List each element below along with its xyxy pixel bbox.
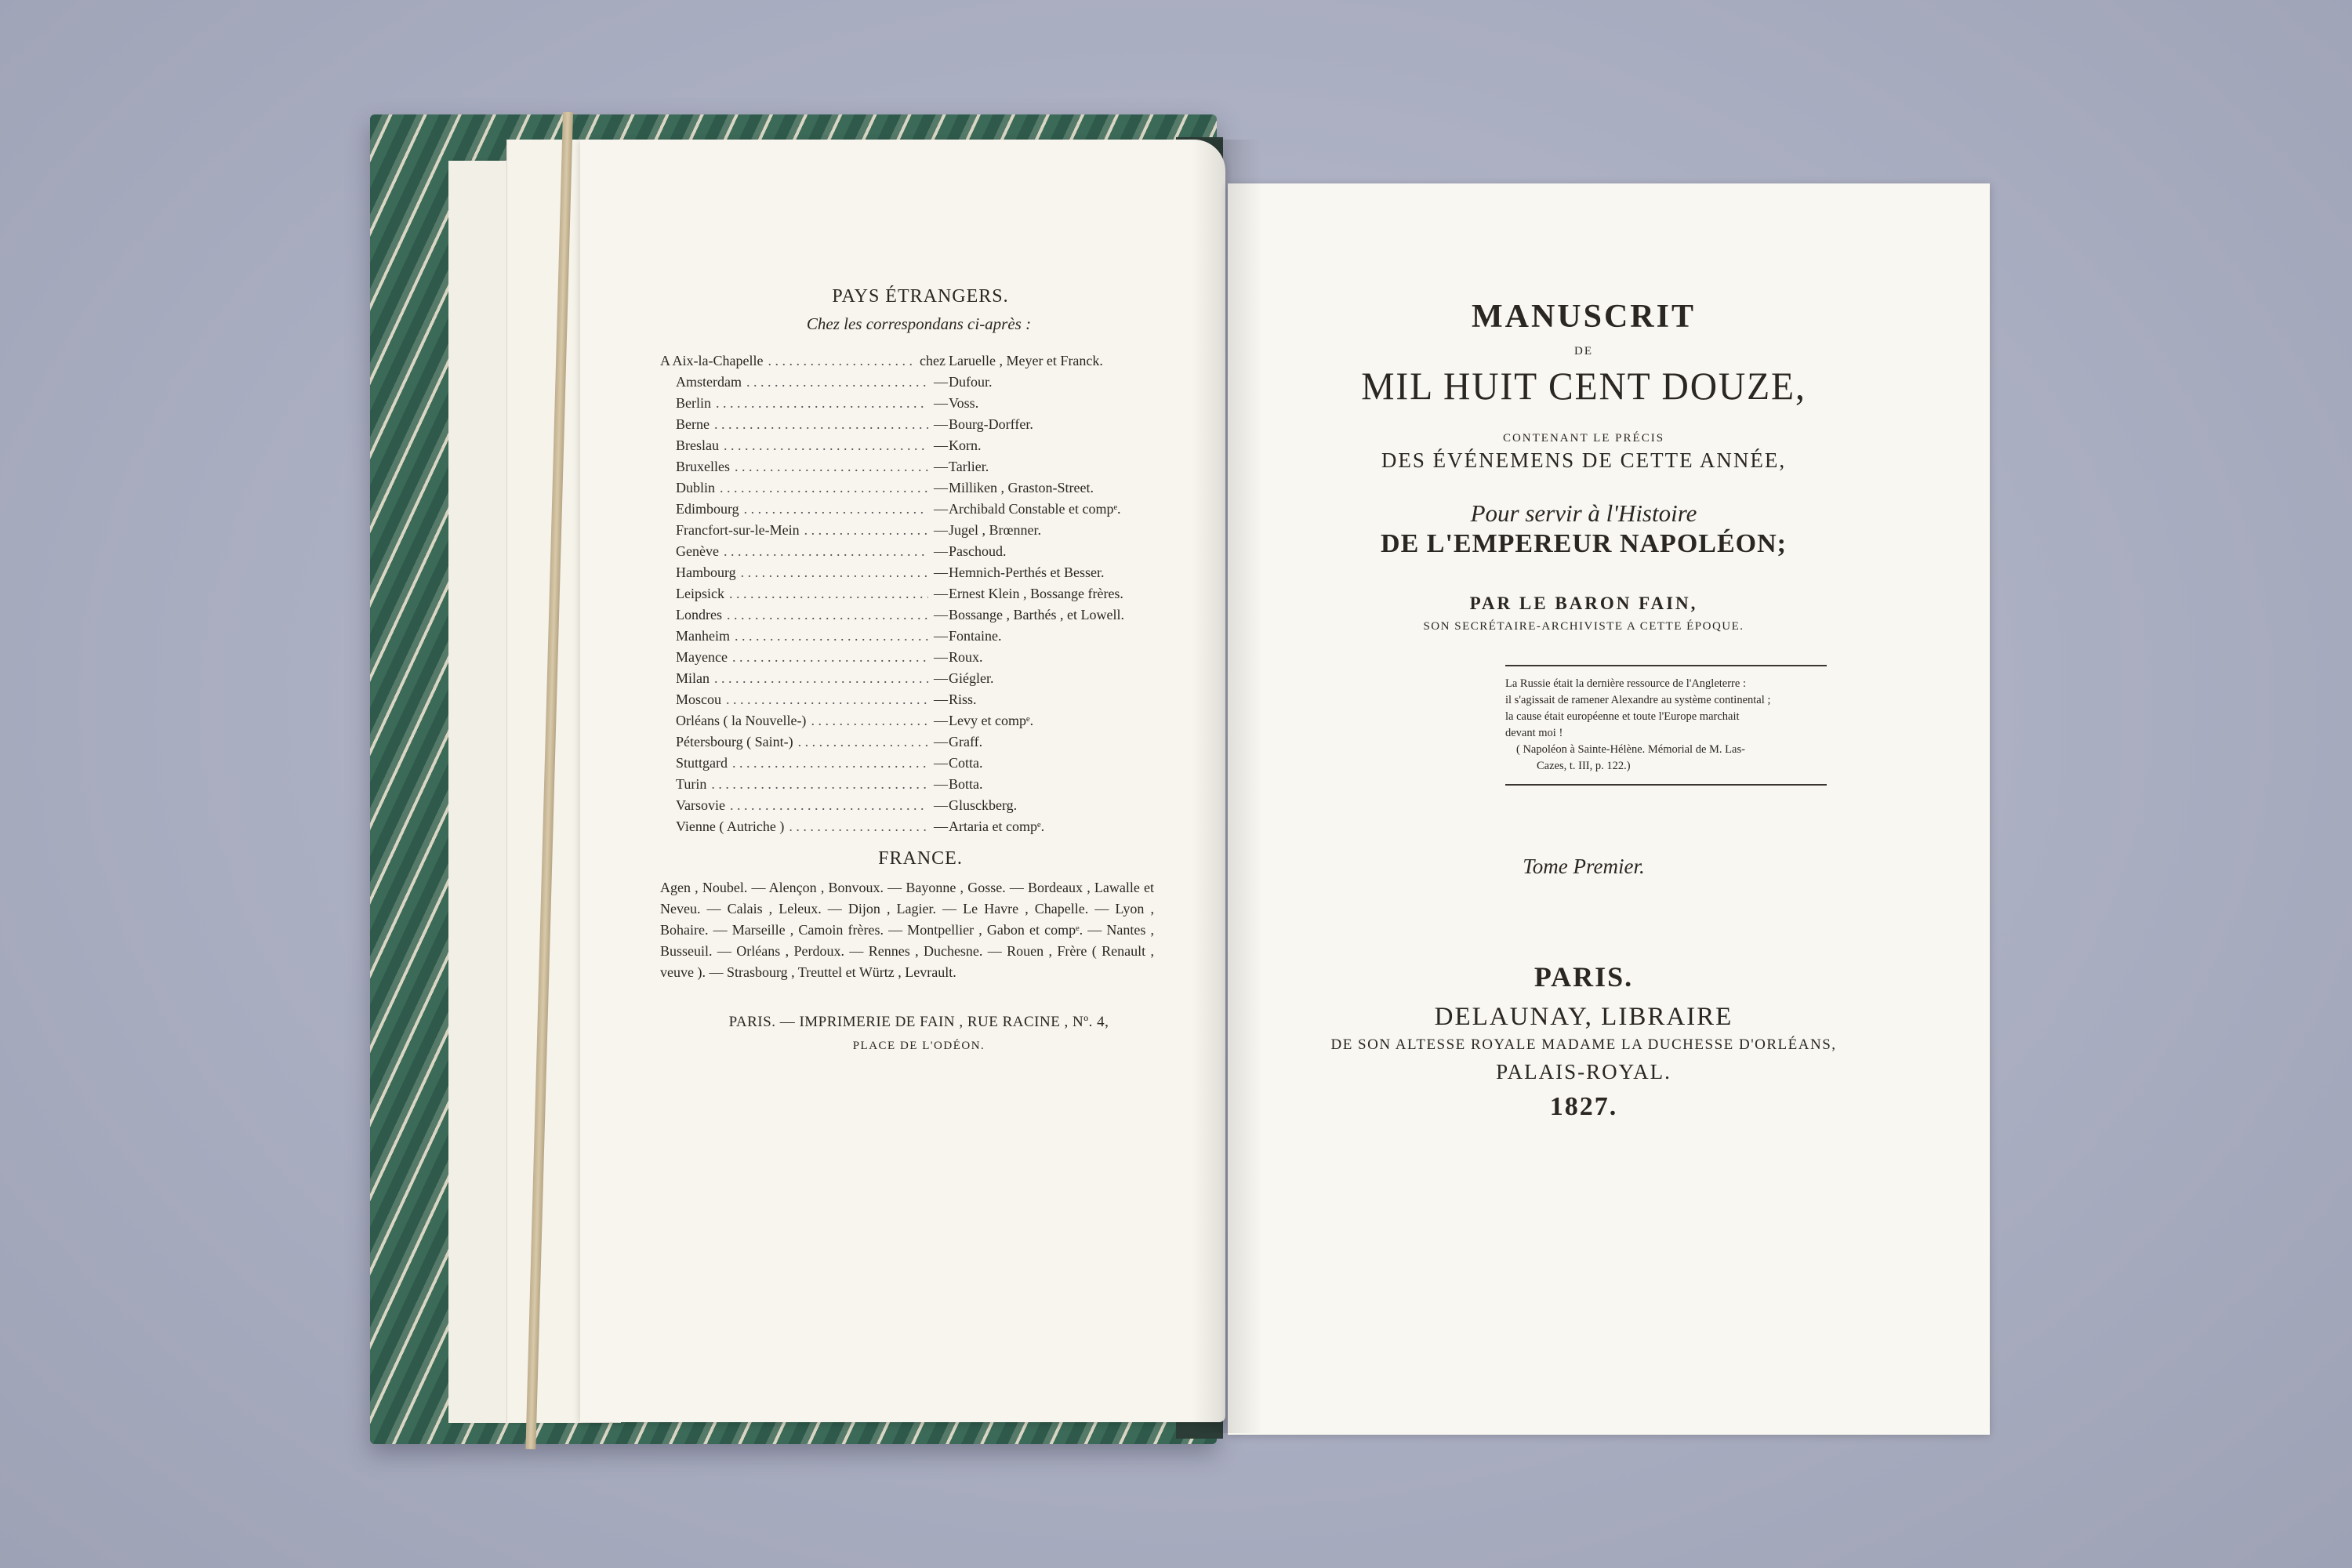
correspondent-city: Leipsick [676,586,724,601]
correspondent-row [660,731,1154,753]
epigraph [1505,665,1827,786]
correspondent-prefix: — [934,437,948,453]
title-year-words: MIL HUIT CENT DOUZE, [1361,364,1806,408]
correspondent-city: Varsovie [676,797,725,813]
correspondent-row [660,414,1154,435]
correspondent-prefix: — [934,670,948,686]
correspondent-prefix: — [934,522,948,538]
correspondent-row [660,689,1154,710]
leader-dots [730,795,928,816]
correspondent-name: Levy et compᵉ. [949,713,1034,728]
correspondent-prefix: — [934,628,948,644]
correspondent-row [660,456,1154,477]
leader-dots [741,562,928,583]
correspondent-name: Artaria et compᵉ. [949,818,1045,834]
leader-dots [735,626,928,647]
correspondent-prefix: — [934,374,948,390]
correspondent-name: Cotta. [949,755,983,771]
correspondent-name: Voss. [949,395,979,411]
correspondent-prefix: — [934,564,948,580]
correspondent-row [660,795,1154,816]
correspondent-row [660,647,1154,668]
leader-dots [724,541,928,562]
correspondent-row [660,604,1154,626]
correspondent-city: Moscou [676,691,721,707]
epigraph-line: il s'agissait de ramener Alexandre au système continental ; [1505,694,1771,706]
correspondent-city: Vienne ( Autriche ) [676,818,785,834]
volume-label: Tome Premier. [1523,855,1645,878]
correspondent-prefix: — [934,713,948,728]
correspondent-row [660,753,1154,774]
leader-dots [798,731,928,753]
correspondent-row [660,626,1154,647]
correspondent-row [660,816,1154,837]
correspondent-prefix: — [934,543,948,559]
correspondent-city: A Aix-la-Chapelle [660,353,764,368]
correspondent-row [660,350,1154,372]
correspondent-city: Mayence [676,649,728,665]
epigraph-line: La Russie était la dernière ressource de l'Angleterre : [1505,677,1746,690]
correspondent-name: Bourg-Dorffer. [949,416,1033,432]
imprint-year: 1827. [1549,1092,1618,1121]
imprint-city: PARIS. [1534,961,1634,993]
correspondent-prefix: — [934,797,948,813]
correspondent-prefix: — [934,649,948,665]
correspondent-city: Breslau [676,437,719,453]
correspondent-name: Botta. [949,776,983,792]
correspondent-city: Manheim [676,628,730,644]
correspondent-row [660,520,1154,541]
correspondent-city: Genève [676,543,719,559]
subtitle-containing: CONTENANT LE PRÉCIS [1502,432,1665,445]
correspondent-row [660,710,1154,731]
correspondent-name: Fontaine. [949,628,1002,644]
correspondent-name: Paschoud. [949,543,1007,559]
leader-dots [727,604,928,626]
correspondent-name: Bossange , Barthés , et Lowell. [949,607,1124,622]
correspondent-city: Berne [676,416,710,432]
correspondent-name: Milliken , Graston-Street. [949,480,1094,495]
leader-dots [732,753,928,774]
correspondent-row [660,562,1154,583]
correspondent-row [660,393,1154,414]
correspondent-city: Stuttgard [676,755,728,771]
imprint-publisher: DELAUNAY, LIBRAIRE [1434,1003,1733,1031]
epigraph-line: devant moi ! [1505,727,1563,739]
correspondent-prefix: — [934,607,948,622]
correspondent-prefix: — [934,776,948,792]
correspondent-prefix: — [934,416,948,432]
correspondent-prefix: — [934,818,948,834]
correspondent-prefix: — [934,480,948,495]
correspondent-row [660,499,1154,520]
author-name: PAR LE BARON FAIN, [1469,593,1698,613]
correspondent-name: Hemnich-Perthés et Besser. [949,564,1105,580]
correspondent-city: Hambourg [676,564,736,580]
correspondent-name: Tarlier. [949,459,989,474]
correspondent-prefix: — [934,395,948,411]
correspondent-row [660,774,1154,795]
foreign-correspondents-list [660,350,1154,837]
leader-dots [726,689,928,710]
correspondent-name: Giégler. [949,670,994,686]
correspondent-name: Riss. [949,691,977,707]
left-page-content [660,286,1154,1057]
imprint-place: PALAIS-ROYAL. [1496,1060,1671,1083]
correspondent-city: Londres [676,607,722,622]
correspondent-prefix: — [934,734,948,750]
correspondent-prefix: — [934,459,948,474]
leader-dots [735,456,928,477]
correspondent-name: Dufour. [949,374,993,390]
correspondent-city: Pétersbourg ( Saint-) [676,734,793,750]
correspondent-city: Orléans ( la Nouvelle-) [676,713,807,728]
epigraph-source-cont: Cazes, t. III, p. 122.) [1537,760,1631,772]
leader-dots [714,414,928,435]
leader-dots [789,816,928,837]
correspondent-row [660,372,1154,393]
correspondent-city: Amsterdam [676,374,742,390]
correspondent-city: Bruxelles [676,459,730,474]
title-manuscrit: MANUSCRIT [1471,299,1696,335]
imprint-publisher-detail: DE SON ALTESSE ROYALE MADAME LA DUCHESSE D'ORLÉANS, [1330,1036,1837,1053]
correspondent-city: Berlin [676,395,711,411]
subtitle-emperor: DE L'EMPEREUR NAPOLÉON; [1381,529,1787,558]
correspondent-name: Glusckberg. [949,797,1018,813]
leader-dots [811,710,928,731]
correspondent-row [660,668,1154,689]
correspondent-city: Dublin [676,480,716,495]
subtitle-pour-servir: Pour servir à l'Histoire [1470,499,1697,527]
title-page-content [1270,298,1897,1122]
epigraph-source: ( Napoléon à Sainte-Hélène. Mémorial de M. Las- [1516,743,1745,756]
leader-dots [724,435,928,456]
correspondent-name: Ernest Klein , Bossange frères. [949,586,1123,601]
leader-dots [714,668,928,689]
correspondent-city: Edimbourg [676,501,739,517]
correspondent-name: Graff. [949,734,983,750]
foreign-title: PAYS ÉTRANGERS. [832,286,1009,307]
correspondent-row [660,541,1154,562]
title-de: DE [1574,345,1593,358]
correspondent-prefix: — [934,586,948,601]
correspondent-name: Jugel , Brœnner. [949,522,1041,538]
leader-dots [744,499,928,520]
correspondent-row [660,477,1154,499]
leader-dots [804,520,928,541]
author-role: SON SECRÉTAIRE-ARCHIVISTE A CETTE ÉPOQUE. [1423,620,1744,633]
leader-dots [716,393,928,414]
france-title: FRANCE. [878,848,963,869]
correspondent-prefix: — [934,691,948,707]
correspondent-city: Francfort-sur-le-Mein [676,522,800,538]
correspondent-prefix: — [934,755,948,771]
foreign-subtitle: Chez les correspondans ci-après : [806,314,1032,333]
book-gutter [1192,140,1262,1433]
correspondent-name: Archibald Constable et compᵉ. [949,501,1121,517]
leader-dots [746,372,928,393]
leader-dots [732,647,928,668]
correspondent-city: Turin [676,776,707,792]
correspondent-prefix: — [934,501,948,517]
leader-dots [711,774,928,795]
printer-line: PARIS. — IMPRIMERIE DE FAIN , RUE RACINE , Nº. 4, [728,1014,1109,1030]
correspondent-name: Laruelle , Meyer et Franck. [949,353,1103,368]
subtitle-events: DES ÉVÉNEMENS DE CETTE ANNÉE, [1381,448,1787,472]
correspondent-row [660,435,1154,456]
correspondent-name: Korn. [949,437,982,453]
correspondent-row [660,583,1154,604]
epigraph-line: la cause était européenne et toute l'Europe marchait [1505,710,1740,723]
correspondent-city: Milan [676,670,710,686]
printer-address: PLACE DE L'ODÉON. [852,1040,985,1052]
leader-dots [720,477,928,499]
leader-dots [729,583,928,604]
correspondent-name: Roux. [949,649,983,665]
correspondent-prefix: chez [920,353,946,368]
leader-dots [768,350,915,372]
france-correspondents: Agen , Noubel. — Alençon , Bonvoux. — Bayonne , Gosse. — Bordeaux , Lawalle et Neveu. — Calais , Leleux. — Dijon , Lagier. — Le Havre , Chapelle. — Lyon , Bohaire. — Marseille , Camoin frères. — Montpellier , Gabon et compᵉ. — Nantes , Busseuil. — Orléans , Perdoux. — Rennes , Duchesne. — Rouen , Frère ( Renault , veuve ). — Strasbourg , Treuttel et Würtz , Levrault. [660,880,1154,980]
